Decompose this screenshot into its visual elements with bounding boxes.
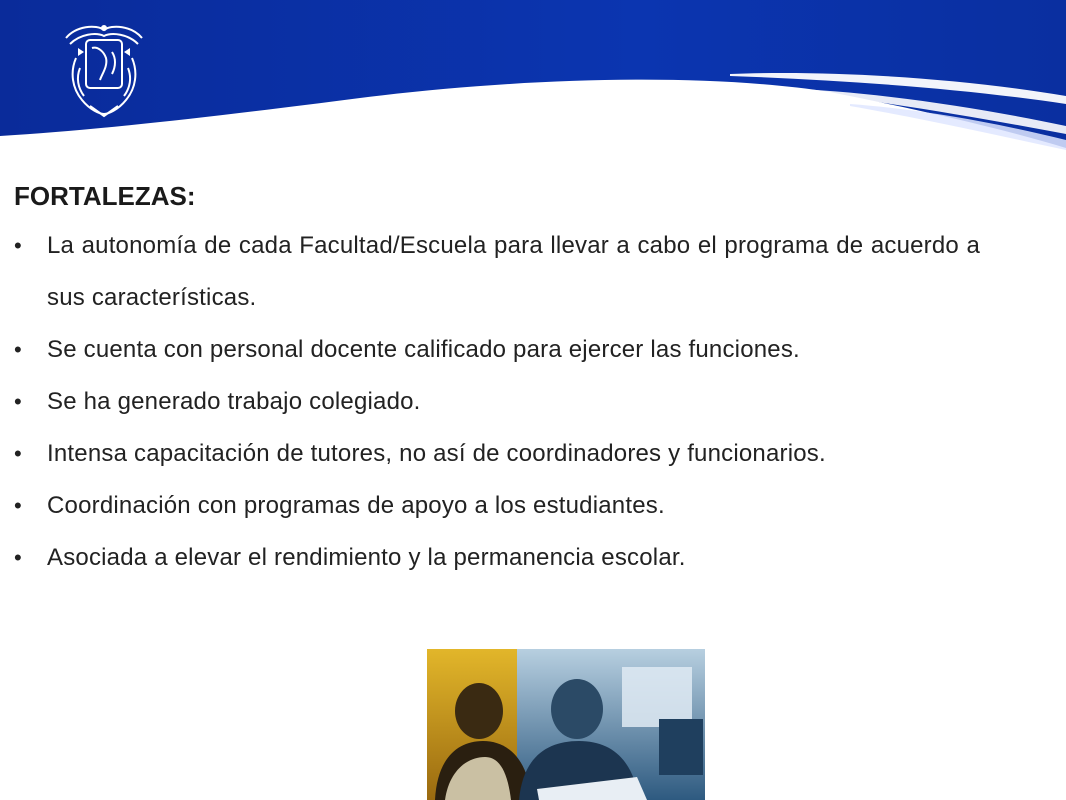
strengths-list: [14, 220, 980, 584]
unam-crest-icon: [56, 18, 152, 120]
tutoring-photo: [427, 649, 705, 800]
list-item: • Intensa capacitación de tutores, no así de coordinadores y funcionarios.: [14, 428, 980, 480]
list-item: • Asociada a elevar el rendimiento y la permanencia escolar.: [14, 532, 980, 584]
slide-content: [14, 180, 980, 584]
header-banner: [0, 0, 1066, 160]
list-item: • Se cuenta con personal docente calificado para ejercer las funciones.: [14, 324, 980, 376]
list-item: • La autonomía de cada Facultad/Escuela para llevar a cabo el programa de acuerdo a sus características.: [14, 220, 980, 324]
list-item: • Se ha generado trabajo colegiado.: [14, 376, 980, 428]
header-swoosh: [0, 0, 1066, 160]
list-item: • Coordinación con programas de apoyo a los estudiantes.: [14, 480, 980, 532]
section-heading: FORTALEZAS:: [14, 181, 196, 211]
